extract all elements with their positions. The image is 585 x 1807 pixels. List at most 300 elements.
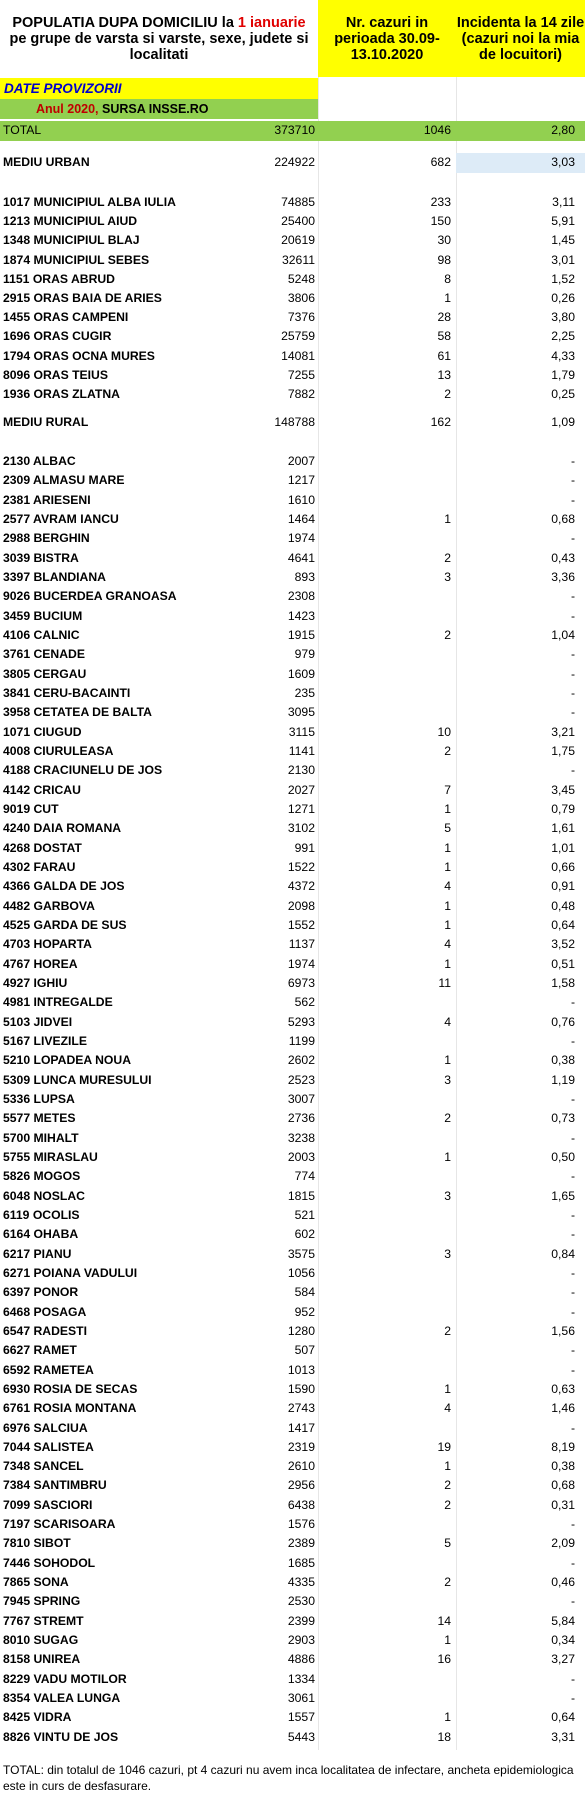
population-cell: 1217 (287, 473, 315, 488)
cases-cell (318, 1206, 451, 1226)
table-row (0, 877, 585, 897)
cases-cell: 682 (430, 155, 451, 169)
table-row (0, 1708, 585, 1728)
incidence-cell: 0,43 (551, 550, 575, 565)
locality-name: 6119 OCOLIS (3, 1207, 80, 1222)
incidence-cell: 0,50 (551, 1149, 575, 1164)
table-row (0, 1013, 585, 1033)
locality-name: 6930 ROSIA DE SECAS (3, 1381, 138, 1396)
cases-cell: 162 (430, 415, 451, 429)
incidence-cell: 1,01 (551, 840, 575, 855)
cases-cell: 30 (437, 233, 451, 248)
population-cell: 3007 (287, 1091, 315, 1106)
population-cell: 5293 (287, 1014, 315, 1029)
table-row (0, 781, 585, 801)
table-title (0, 0, 318, 77)
incidence-cell: 4,33 (551, 348, 575, 363)
incidence-cell: 0,76 (551, 1014, 575, 1029)
locality-name: 7044 SALISTEA (3, 1439, 94, 1454)
urban-summary-row (0, 153, 585, 173)
cases-cell (318, 684, 451, 704)
cases-cell: 98 (437, 252, 451, 267)
cases-cell (318, 1129, 451, 1149)
locality-name: 9019 CUT (3, 801, 59, 816)
cases-cell: 3 (444, 1072, 451, 1087)
cases-cell: 1 (444, 840, 451, 855)
locality-name: 1874 MUNICIPIUL SEBES (3, 252, 150, 267)
cases-column-header: Nr. cazuri in perioada 30.09-13.10.2020 (318, 0, 456, 77)
locality-name: 6468 POSAGA (3, 1304, 87, 1319)
incidence-cell: - (570, 1033, 575, 1048)
table-row (0, 1457, 585, 1477)
population-cell: 6973 (287, 975, 315, 990)
locality-name: 4008 CIURULEASA (3, 743, 114, 758)
incidence-cell: 1,61 (551, 821, 575, 836)
incidence-cell: 2,09 (551, 1536, 575, 1551)
footnote: TOTAL: din totalul de 1046 cazuri, pt 4 cazuri nu avem inca localitatea de infectare, ancheta epidemiologica este in curs de desfasurare. (3, 1763, 574, 1793)
incidence-cell: 3,27 (551, 1652, 575, 1667)
population-cell: 1464 (287, 511, 315, 526)
locality-name: 7945 SPRING (3, 1594, 81, 1609)
incidence-cell: - (570, 1555, 575, 1570)
population-cell: 1423 (287, 608, 315, 623)
incidence-column-header: Incidenta la 14 zile (cazuri noi la mia de locuitori) (456, 0, 585, 77)
population-cell: 1590 (287, 1381, 315, 1396)
population-cell: 3061 (287, 1691, 315, 1706)
locality-name: 5577 METES (3, 1111, 76, 1126)
population-cell: 3115 (288, 724, 315, 739)
table-row (0, 607, 585, 627)
provisional-label: DATE PROVIZORII (0, 78, 318, 99)
table-row (0, 1071, 585, 1091)
locality-name: 2988 BERGHIN (3, 531, 90, 546)
cases-cell: 1 (444, 956, 451, 971)
population-cell: 1609 (287, 666, 315, 681)
table-row (0, 761, 585, 781)
incidence-cell: 3,11 (552, 195, 575, 209)
locality-name: 9026 BUCERDEA GRANOASA (3, 589, 177, 604)
cases-cell: 2 (444, 1575, 451, 1590)
incidence-cell: 3,36 (551, 569, 575, 584)
incidence-cell: - (570, 705, 575, 720)
population-cell: 2523 (287, 1072, 315, 1087)
table-row (0, 742, 585, 762)
population-cell: 1141 (288, 743, 315, 758)
population-cell: 1685 (287, 1555, 315, 1570)
table-row (0, 549, 585, 569)
incidence-cell: 0,68 (551, 511, 575, 526)
table-row (0, 1051, 585, 1071)
incidence-cell: 2,80 (551, 123, 575, 137)
locality-name: 2130 ALBAC (3, 454, 76, 468)
population-cell: 521 (294, 1207, 315, 1222)
table-row (0, 1515, 585, 1535)
population-cell: 1417 (287, 1420, 315, 1435)
population-cell: 5443 (287, 1729, 315, 1744)
incidence-cell: - (570, 1343, 575, 1358)
title-part: POPULATIA DUPA DOMICILIU la (12, 14, 238, 31)
cases-cell (318, 1090, 451, 1110)
table-row (0, 993, 585, 1013)
incidence-cell: 3,80 (551, 310, 575, 325)
cases-cell: 28 (437, 310, 451, 325)
locality-name: 6976 SALCIUA (3, 1420, 88, 1435)
cases-cell (318, 1283, 451, 1303)
cases-cell: 1 (444, 898, 451, 913)
cases-cell (318, 587, 451, 607)
population-cell: 4372 (287, 879, 315, 894)
locality-name: 7197 SCARISOARA (3, 1517, 116, 1532)
locality-name: 4106 CALNIC (3, 627, 80, 642)
table-row (0, 1670, 585, 1690)
incidence-cell: 1,75 (551, 743, 575, 758)
locality-name: 4188 CRACIUNELU DE JOS (3, 763, 163, 778)
locality-name: 7865 SONA (3, 1575, 69, 1590)
cases-cell: 1 (444, 1381, 451, 1396)
table-row (0, 665, 585, 685)
locality-name: TOTAL (3, 123, 42, 137)
incidence-cell: 1,09 (551, 415, 575, 429)
cases-cell: 19 (437, 1439, 451, 1454)
cases-cell (318, 1032, 451, 1052)
cases-cell (318, 665, 451, 685)
incidence-cell: 1,19 (551, 1072, 575, 1087)
locality-name: MEDIU RURAL (3, 415, 89, 429)
locality-name: 5755 MIRASLAU (3, 1149, 98, 1164)
cases-cell: 10 (437, 724, 451, 739)
table-row (0, 1322, 585, 1342)
table-row (0, 1090, 585, 1110)
incidence-cell: 0,79 (551, 801, 575, 816)
population-cell: 6438 (287, 1497, 315, 1512)
population-cell: 7255 (287, 367, 315, 382)
locality-name: 7099 SASCIORI (3, 1497, 93, 1512)
population-cell: 1815 (287, 1188, 315, 1203)
population-cell: 1013 (287, 1362, 315, 1377)
population-cell: 3806 (287, 291, 315, 305)
population-cell: 2743 (287, 1401, 315, 1416)
table-row (0, 212, 585, 232)
population-cell: 2007 (287, 454, 315, 468)
table-row (0, 1612, 585, 1632)
locality-name: 3761 CENADE (3, 647, 85, 662)
table-row (0, 1534, 585, 1554)
population-cell: 2308 (287, 589, 315, 604)
cases-cell: 1 (444, 1633, 451, 1648)
incidence-cell: - (570, 1169, 575, 1184)
population-cell: 5248 (287, 271, 315, 286)
cases-cell (318, 1303, 451, 1323)
incidence-cell: - (570, 454, 575, 468)
locality-name: 3958 CETATEA DE BALTA (3, 705, 152, 720)
cases-cell: 1 (444, 511, 451, 526)
incidence-cell: 0,64 (551, 1710, 575, 1725)
population-cell: 3102 (287, 821, 315, 836)
incidence-cell: - (570, 1420, 575, 1435)
population-cell: 3575 (287, 1246, 315, 1261)
locality-name: 2577 AVRAM IANCU (3, 511, 119, 526)
cases-cell: 1 (444, 1053, 451, 1068)
incidence-cell: - (570, 1362, 575, 1377)
table-row (0, 193, 585, 213)
table-row (0, 1109, 585, 1129)
table-row (0, 529, 585, 549)
table-row (0, 703, 585, 723)
table-row (0, 1225, 585, 1245)
incidence-cell: 1,65 (551, 1188, 575, 1203)
cases-cell (318, 1515, 451, 1535)
table-row (0, 1554, 585, 1574)
cases-cell (318, 1419, 451, 1439)
population-cell: 2530 (287, 1594, 315, 1609)
incidence-cell: - (570, 995, 575, 1010)
cases-cell: 2 (444, 743, 451, 758)
locality-name: 8010 SUGAG (3, 1633, 79, 1648)
population-cell: 1137 (288, 937, 315, 952)
cases-cell: 4 (444, 937, 451, 952)
title-date: 1 ianuarie (237, 14, 306, 31)
population-cell: 3095 (287, 705, 315, 720)
cases-cell (318, 761, 451, 781)
cases-cell: 18 (437, 1729, 451, 1744)
incidence-cell: 3,52 (551, 937, 575, 952)
locality-name: 8096 ORAS TEIUS (3, 367, 108, 382)
population-cell: 1199 (288, 1033, 315, 1048)
incidence-cell: - (570, 1304, 575, 1319)
population-cell: 2389 (287, 1536, 315, 1551)
table-row (0, 1303, 585, 1323)
cases-cell (318, 993, 451, 1013)
cases-cell: 11 (438, 975, 451, 990)
locality-name: 6627 RAMET (3, 1343, 77, 1358)
table-row (0, 1148, 585, 1168)
table-row (0, 385, 585, 405)
cases-cell: 1 (444, 1149, 451, 1164)
table-row (0, 1573, 585, 1593)
locality-name: 1151 ORAS ABRUD (3, 271, 115, 286)
table-row (0, 1438, 585, 1458)
table-row (0, 289, 585, 309)
title-text (4, 15, 314, 63)
population-cell: 2027 (287, 782, 315, 797)
incidence-cell: 1,56 (551, 1323, 575, 1338)
table-row (0, 1496, 585, 1516)
incidence-cell: 0,34 (551, 1633, 575, 1648)
table-row (0, 1361, 585, 1381)
table-row (0, 1245, 585, 1265)
incidence-cell: 0,46 (551, 1575, 575, 1590)
population-cell: 2903 (287, 1633, 315, 1648)
population-cell: 1915 (287, 627, 315, 642)
population-cell: 25400 (281, 214, 315, 229)
incidence-cell: 3,01 (551, 252, 575, 267)
locality-name: 2309 ALMASU MARE (3, 473, 125, 488)
table-row (0, 1476, 585, 1496)
population-cell: 2610 (287, 1459, 315, 1474)
incidence-cell: - (570, 1691, 575, 1706)
population-cell: 14081 (281, 348, 315, 363)
locality-name: 5210 LOPADEA NOUA (3, 1053, 131, 1068)
population-cell: 1610 (287, 492, 315, 507)
population-cell: 774 (294, 1169, 315, 1184)
locality-name: 5700 MIHALT (3, 1130, 79, 1145)
locality-name: 1348 MUNICIPIUL BLAJ (3, 233, 140, 248)
incidence-cell: 0,51 (551, 956, 575, 971)
population-cell: 4641 (287, 550, 315, 565)
table-row (0, 1380, 585, 1400)
incidence-cell: 0,38 (551, 1053, 575, 1068)
incidence-cell: - (570, 589, 575, 604)
locality-name: 4703 HOPARTA (3, 937, 92, 952)
cases-cell (318, 1689, 451, 1709)
locality-name: 1213 MUNICIPIUL AIUD (3, 214, 138, 229)
population-cell: 1557 (287, 1710, 315, 1725)
cases-cell (318, 703, 451, 723)
cases-cell (318, 491, 451, 511)
locality-name: 5336 LUPSA (3, 1091, 75, 1106)
incidence-cell: 3,03 (456, 153, 585, 173)
table-row (0, 626, 585, 646)
table-row (0, 684, 585, 704)
incidence-cell: 1,58 (551, 975, 575, 990)
population-cell: 2602 (287, 1053, 315, 1068)
table-row (0, 1650, 585, 1670)
table-row (0, 510, 585, 530)
locality-name: 5167 LIVEZILE (3, 1033, 87, 1048)
cases-cell: 2 (444, 627, 451, 642)
incidence-cell: 1,79 (551, 367, 575, 382)
population-cell: 4886 (287, 1652, 315, 1667)
population-cell: 952 (294, 1304, 315, 1319)
locality-name: MEDIU URBAN (3, 155, 90, 169)
population-cell: 893 (294, 569, 315, 584)
cases-cell: 61 (437, 348, 451, 363)
cases-cell: 8 (444, 271, 451, 286)
incidence-cell: - (570, 1207, 575, 1222)
population-cell: 235 (294, 685, 315, 700)
locality-name: 1071 CIUGUD (3, 724, 82, 739)
cases-cell: 3 (444, 1188, 451, 1203)
incidence-cell: 0,31 (551, 1497, 575, 1512)
locality-name: 4268 DOSTAT (3, 840, 82, 855)
cases-cell: 2 (444, 1478, 451, 1493)
population-cell: 1271 (287, 801, 315, 816)
population-cell: 991 (294, 840, 315, 855)
population-cell: 32611 (282, 252, 315, 267)
incidence-cell: 0,73 (551, 1111, 575, 1126)
population-cell: 2956 (287, 1478, 315, 1493)
population-cell: 2399 (287, 1613, 315, 1628)
locality-name: 8826 VINTU DE JOS (3, 1729, 119, 1744)
locality-name: 6761 ROSIA MONTANA (3, 1401, 137, 1416)
cases-cell: 2 (444, 1497, 451, 1512)
cases-cell: 4 (444, 879, 451, 894)
incidence-cell: 0,63 (551, 1381, 575, 1396)
table-row (0, 270, 585, 290)
cases-cell: 16 (437, 1652, 451, 1667)
locality-name: 4927 IGHIU (3, 975, 68, 990)
table-row (0, 1167, 585, 1187)
locality-name: 6592 RAMETEA (3, 1362, 94, 1377)
cases-cell: 4 (444, 1401, 451, 1416)
table-row (0, 308, 585, 328)
population-cell: 1280 (287, 1323, 315, 1338)
locality-name: 6397 PONOR (3, 1285, 79, 1300)
incidence-cell: - (570, 1517, 575, 1532)
table-row (0, 935, 585, 955)
locality-name: 4981 INTREGALDE (3, 995, 113, 1010)
incidence-cell: 3,31 (551, 1729, 575, 1744)
cases-cell (318, 607, 451, 627)
cases-cell: 2 (444, 387, 451, 401)
locality-name: 7767 STREMT (3, 1613, 84, 1628)
cases-cell: 150 (430, 214, 451, 229)
locality-name: 8425 VIDRA (3, 1710, 72, 1725)
incidence-cell: - (570, 1285, 575, 1300)
locality-name: 3841 CERU-BACAINTI (3, 685, 131, 700)
table-row (0, 955, 585, 975)
locality-name: 3039 BISTRA (3, 550, 79, 565)
population-cell: 2319 (287, 1439, 315, 1454)
cases-cell: 1 (444, 1710, 451, 1725)
incidence-cell: - (570, 1265, 575, 1280)
total-row (0, 121, 585, 141)
population-cell: 1576 (287, 1517, 315, 1532)
table-row (0, 1419, 585, 1439)
incidence-cell: 5,91 (551, 214, 575, 229)
locality-name: 1455 ORAS CAMPENI (3, 310, 129, 325)
cases-cell: 1 (444, 1459, 451, 1474)
table-row (0, 1341, 585, 1361)
population-cell: 25759 (281, 329, 315, 344)
locality-name: 2381 ARIESENI (3, 492, 91, 507)
incidence-cell: - (570, 763, 575, 778)
incidence-cell: 0,48 (551, 898, 575, 913)
population-cell: 3238 (287, 1130, 315, 1145)
locality-name: 3805 CERGAU (3, 666, 87, 681)
locality-name: 3397 BLANDIANA (3, 569, 106, 584)
locality-name: 7348 SANCEL (3, 1459, 84, 1474)
locality-name: 7446 SOHODOL (3, 1555, 96, 1570)
table-row (0, 645, 585, 665)
source-label: SURSA INSSE.RO (98, 102, 209, 116)
incidence-cell: - (570, 666, 575, 681)
population-cell: 2736 (287, 1111, 315, 1126)
locality-name: 4525 GARDA DE SUS (3, 917, 127, 932)
locality-name: 4240 DAIA ROMANA (3, 821, 122, 836)
population-cell: 507 (294, 1343, 315, 1358)
population-cell: 373710 (274, 123, 315, 137)
incidence-cell: 0,68 (551, 1478, 575, 1493)
incidence-cell: 3,21 (551, 724, 575, 739)
table-row (0, 587, 585, 607)
population-cell: 1974 (287, 956, 315, 971)
locality-name: 4302 FARAU (3, 859, 76, 874)
cases-cell (318, 1554, 451, 1574)
table-row (0, 1187, 585, 1207)
locality-name: 8354 VALEA LUNGA (3, 1691, 121, 1706)
incidence-cell: - (570, 1130, 575, 1145)
table-row (0, 1129, 585, 1149)
population-cell: 2003 (287, 1149, 315, 1164)
incidence-cell: 0,64 (551, 917, 575, 932)
incidence-cell: - (570, 1671, 575, 1686)
incidence-cell: - (570, 473, 575, 488)
cases-cell (318, 471, 451, 491)
incidence-cell: 0,26 (551, 291, 575, 305)
table-row (0, 1032, 585, 1052)
cases-cell (318, 529, 451, 549)
